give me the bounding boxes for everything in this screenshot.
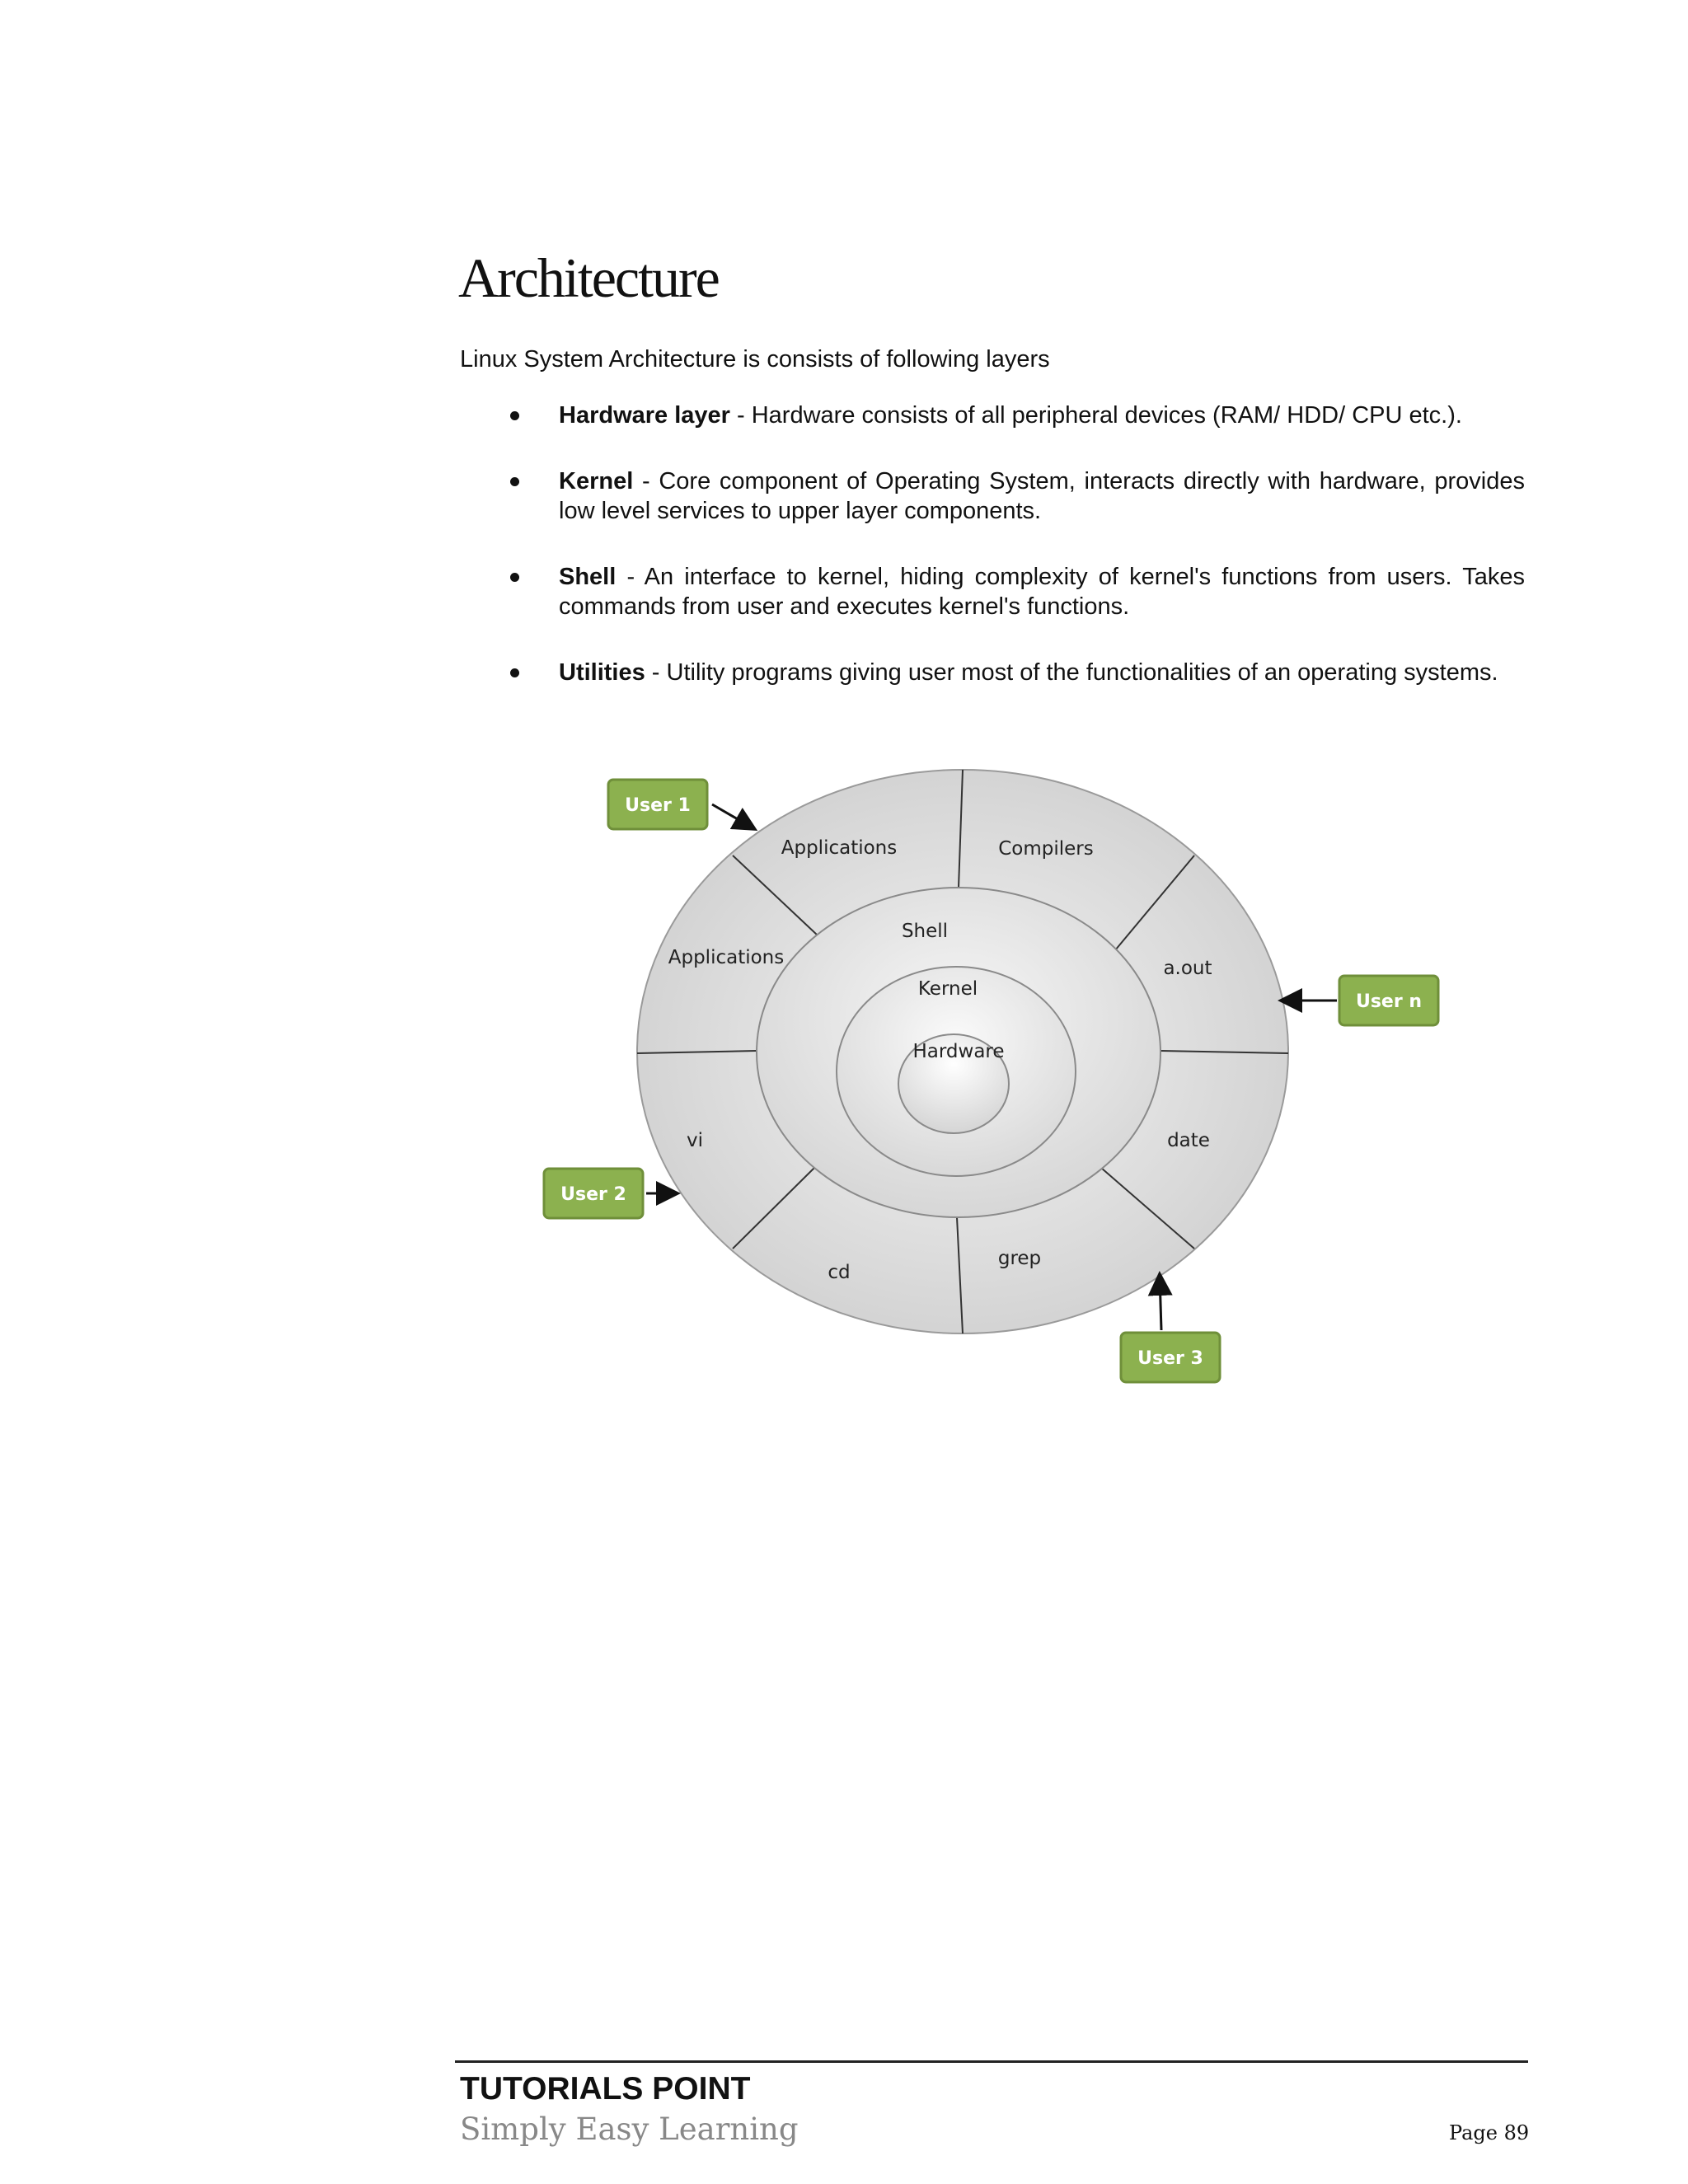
user-label: User 3: [1137, 1348, 1203, 1369]
user-label: User 1: [625, 795, 691, 816]
bullet-icon: [510, 573, 519, 582]
kernel-label: Kernel: [917, 978, 978, 1000]
segment-label: date: [1167, 1130, 1210, 1151]
bullet-icon: [510, 668, 519, 677]
list-item-term: Utilities: [559, 659, 645, 686]
list-item-term: Hardware layer: [559, 402, 730, 429]
segment-label: vi: [686, 1130, 704, 1151]
list-item-hardware: [495, 401, 1525, 430]
segment-label: cd: [828, 1262, 851, 1283]
page-number: Page 89: [1449, 2121, 1530, 2144]
architecture-diagram: [528, 758, 1451, 1393]
segment-label: Applications: [668, 947, 785, 968]
list-item-utilities: [495, 658, 1525, 687]
segment-label: grep: [997, 1248, 1042, 1269]
list-item-text: - Utility programs giving user most of the functionalities of an operating systems.: [645, 659, 1498, 686]
bullet-icon: [510, 477, 519, 486]
page-title: Architecture: [458, 246, 719, 309]
segment-label: Applications: [781, 837, 898, 859]
footer-brand: TUTORIALS POINT: [460, 2071, 751, 2107]
user-label: User 2: [560, 1184, 626, 1205]
shell-label: Shell: [901, 921, 949, 942]
intro-paragraph: Linux System Architecture is consists of following layers: [460, 346, 1050, 373]
user-label: User n: [1355, 991, 1423, 1012]
list-item-kernel: [495, 466, 1525, 526]
arrow-icon: [1160, 1276, 1161, 1330]
hardware-label: Hardware: [912, 1041, 1005, 1062]
list-item-text: - Hardware consists of all peripheral devices (RAM/ HDD/ CPU etc.).: [729, 402, 1462, 429]
list-item-text: - Core component of Operating System, interacts directly with hardware, provides low level services to upper layer components.: [559, 468, 1525, 524]
segment-label: a.out: [1163, 958, 1212, 979]
list-item-text: - An interface to kernel, hiding complexity of kernel's functions from users. Takes commands from user and executes kernel's functions.: [559, 564, 1525, 620]
arrow-icon: [712, 804, 753, 828]
footer-tagline: Simply Easy Learning: [460, 2111, 799, 2147]
bullet-icon: [510, 411, 519, 420]
segment-label: Compilers: [998, 838, 1094, 860]
list-item-term: Shell: [559, 564, 617, 590]
footer-divider: [455, 2060, 1528, 2063]
list-item-term: Kernel: [559, 468, 634, 494]
list-item-shell: [495, 562, 1525, 621]
layer-list: [495, 401, 1525, 687]
